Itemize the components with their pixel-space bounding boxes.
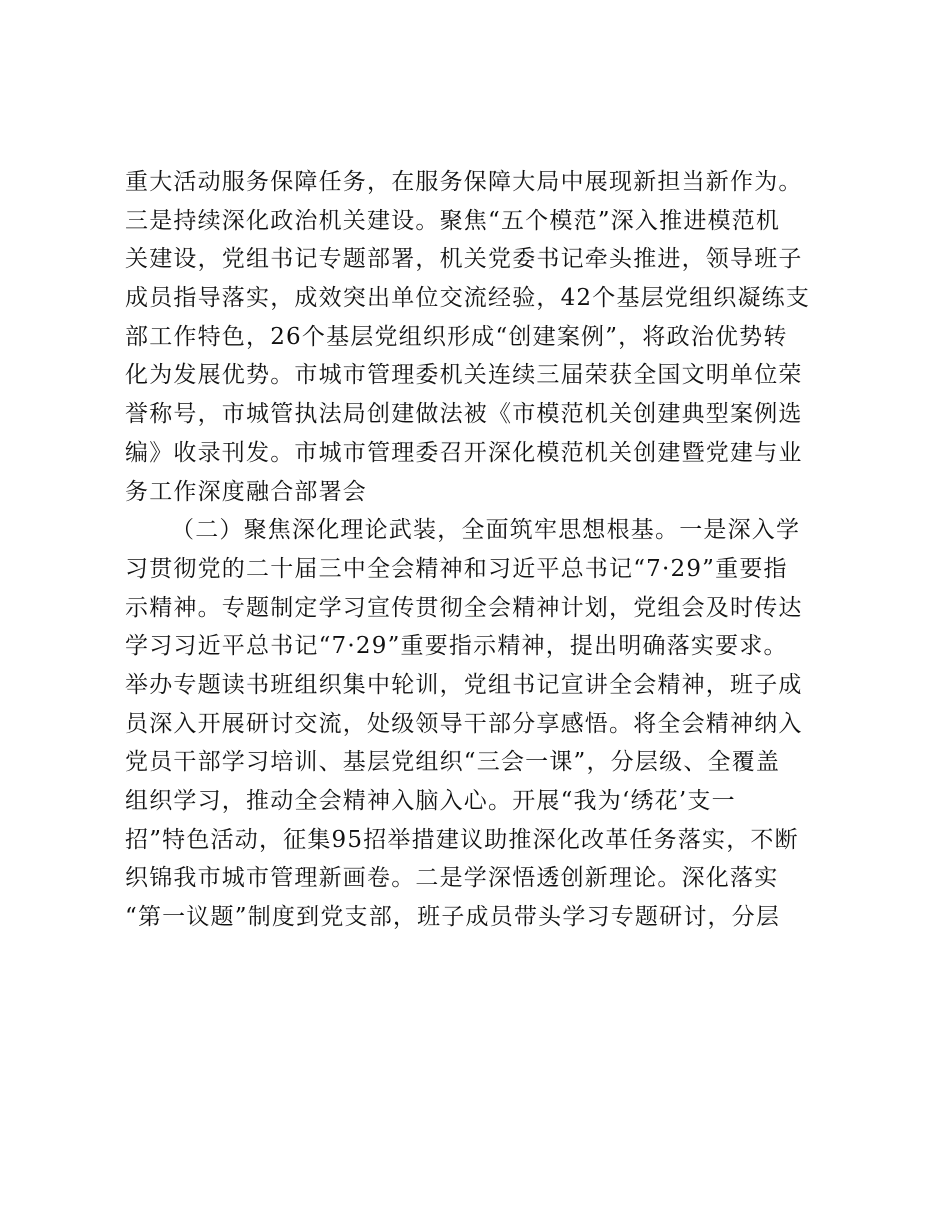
text-line: 举办专题读书班组织集中轮训，党组书记宣讲全会精神，班子成 — [125, 671, 803, 698]
text-line: 化为发展优势。市城市管理委机关连续三届荣获全国文明单位荣 — [125, 362, 803, 389]
text-line: 部工作特色，26个基层党组织形成“创建案例”，将政治优势转 — [125, 323, 788, 350]
document-body — [125, 163, 845, 937]
text-line: 员深入开展研讨交流，处级领导干部分享感悟。将全会精神纳入 — [125, 710, 803, 737]
text-line: 三是持续深化政治机关建设。聚焦“五个模范”深入推进模范机 — [125, 207, 781, 234]
text-line: 编》收录刊发。市城市管理委召开深化模范机关创建暨党建与业 — [125, 439, 803, 466]
text-line: 招”特色活动，征集95招举措建议助推深化改革任务落实，不断 — [125, 826, 799, 853]
text-line: 织锦我市城市管理新画卷。二是学深悟透创新理论。深化落实 — [125, 865, 779, 892]
section-heading-line: （二）聚焦深化理论武装，全面筑牢思想根基。一是深入学 — [171, 517, 801, 544]
text-line: 党员干部学习培训、基层党组织“三会一课”，分层级、全覆盖 — [125, 749, 781, 776]
text-line: 示精神。专题制定学习宣传贯彻全会精神计划，党组会及时传达 — [125, 594, 803, 621]
text-line: 成员指导落实，成效突出单位交流经验，42个基层党组织凝练支 — [125, 285, 811, 312]
text-line: 务工作深度融合部署会 — [125, 478, 367, 505]
text-line: 习贯彻党的二十届三中全会精神和习近平总书记“7·29”重要指 — [125, 555, 788, 582]
text-line: “第一议题”制度到党支部，班子成员带头学习专题研讨，分层 — [125, 904, 781, 931]
text-line: 学习习近平总书记“7·29”重要指示精神，提出明确落实要求。 — [125, 633, 788, 660]
text-line: 重大活动服务保障任务，在服务保障大局中展现新担当新作为。 — [125, 169, 803, 195]
text-line: 誉称号，市城管执法局创建做法被《市模范机关创建典型案例选 — [125, 401, 803, 428]
text-line: 组织学习，推动全会精神入脑入心。开展“我为‘绣花’支一 — [125, 788, 736, 814]
text-line: 关建设，党组书记专题部署，机关党委书记牵头推进，领导班子 — [125, 246, 803, 273]
